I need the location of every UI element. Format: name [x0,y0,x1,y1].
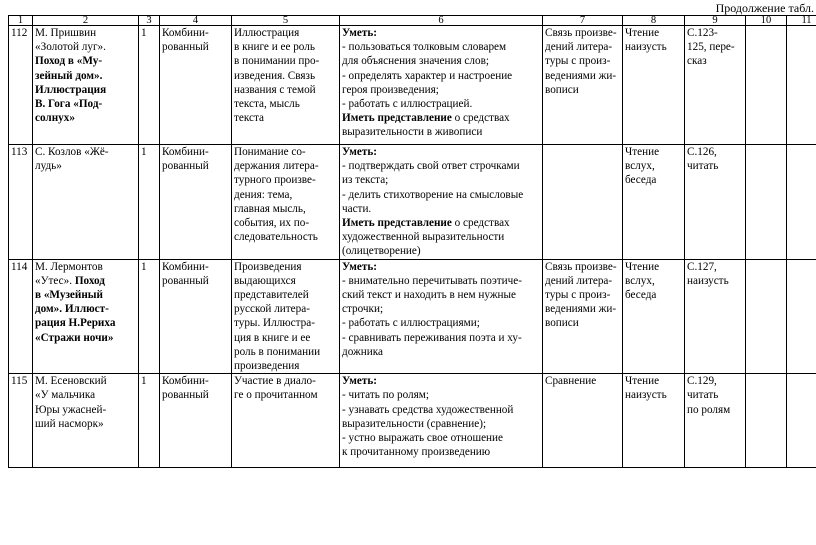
lesson-content-line: следовательность [234,231,318,244]
activity-line: беседа [625,289,657,302]
skills-fragment: для объяснения значения слов; [342,55,489,68]
interdisciplinary-links-cell [543,26,623,145]
homework-line: наизусть [687,274,729,287]
activity-line: наизусть [625,389,667,402]
skills-fragment: художественной выразительности [342,231,505,244]
lesson-topic-fragment: в «Музейный [35,289,103,302]
skills-line [342,260,540,274]
homework-line: С.126, [687,146,717,158]
skills-fragment: - устно выражать свое отношение [342,432,504,445]
links-line: дений литера- [545,41,613,54]
lesson-topic-line [35,97,136,111]
skills-line [342,345,540,359]
skills-line [342,159,540,173]
skills-fragment: - пользоваться толковым словарем [342,41,507,54]
lesson-content-line: турного произве- [234,174,316,187]
lesson-topic-line [35,403,136,417]
homework-line: читать [687,160,719,173]
lesson-content-line: держания литера- [234,160,319,173]
lesson-content-line: текста [234,112,264,125]
lesson-content-line: дения: тема, [234,188,293,201]
lesson-number-cell: 115 [9,374,33,468]
lesson-content-line: выдающихся [234,274,296,287]
lesson-type-cell [160,374,232,468]
lesson-topic-line [35,54,136,68]
column-number-6: 6 [340,16,543,26]
skills-fragment: - работать с иллюстрациями; [342,317,480,330]
skills-cell [340,145,543,260]
skills-line [342,230,540,244]
skills-fragment: Уметь: [342,27,378,39]
lesson-content-line: Участие в диало- [234,375,316,388]
activity-line: вслух, [625,160,655,173]
column-number-10: 10 [746,16,787,26]
lesson-content-line: в книге и ее роль [234,41,315,54]
lesson-content-line: главная мысль, [234,202,306,215]
lesson-topic-fragment: В. Гога «Под- [35,98,103,111]
lesson-content-line: названия с темой [234,83,316,96]
activity-line: Чтение [625,27,660,39]
table-row [9,26,816,145]
column-number-3: 3 [139,16,160,26]
column-number-7: 7 [543,16,623,26]
skills-fragment: - работать с иллюстрацией. [342,98,473,111]
lesson-topic-fragment: Юры ужасней- [35,403,107,416]
column-11-cell [787,145,816,260]
lesson-topic-fragment: М. Есеновский [35,375,107,388]
lesson-content-line: Понимание со- [234,146,306,158]
lesson-content-line: изведения. Связь [234,69,316,82]
skills-fragment: Уметь: [342,260,378,273]
lesson-number-cell: 114 [9,259,33,374]
column-number-5: 5 [232,16,340,26]
links-line: туры с произ- [545,289,611,302]
skills-fragment: - определять характер и настроение [342,69,513,82]
skills-fragment: Уметь: [342,146,378,158]
lesson-content-line: русской литера- [234,303,310,316]
skills-line [342,244,540,258]
homework-line: С.127, [687,260,717,273]
skills-line [342,54,540,68]
column-11-cell [787,259,816,374]
activity-line: Чтение [625,146,660,158]
skills-line [342,125,540,139]
skills-fragment: Уметь: [342,375,378,388]
lesson-topic-line [35,274,136,288]
homework-cell [685,145,746,260]
skills-fragment: - делить стихотворение на смысловые [342,188,524,201]
hours-cell: 1 [139,26,160,145]
skills-line [342,445,540,459]
lesson-content-line: в понимании про- [234,55,320,68]
skills-line [342,83,540,97]
links-line: ведениями жи- [545,69,617,82]
lesson-topic-line [35,159,136,173]
interdisciplinary-links-cell [543,145,623,260]
skills-line [342,417,540,431]
lesson-topic-line [35,83,136,97]
skills-fragment: - сравнивать переживания поэта и ху- [342,331,522,344]
table-body [9,16,816,468]
skills-line [342,288,540,302]
lesson-content-line: Произведения [234,260,302,273]
skills-fragment: строчки; [342,303,384,316]
lesson-topic-fragment: М. Пришвин [35,27,97,39]
homework-line: 125, пере- [687,41,735,54]
table-row [9,259,816,374]
links-line: вописи [545,317,579,330]
homework-cell [685,374,746,468]
lesson-content-line: ция в книге и ее [234,331,311,344]
links-line: ведениями жи- [545,303,617,316]
lesson-topic-fragment: Поход [74,274,105,287]
links-line: Связь произве- [545,260,617,273]
lesson-topic-line [35,374,136,388]
skills-line [342,302,540,316]
skills-line [342,431,540,445]
skills-line [342,145,540,159]
skills-line [342,188,540,202]
activity-line: вслух, [625,274,655,287]
skills-fragment: - узнавать средства художественной [342,403,514,416]
skills-line [342,374,540,388]
links-line: Сравнение [545,375,597,388]
lesson-topic-fragment: дом». Иллюст- [35,303,109,316]
lesson-plan-table [8,15,816,468]
activity-line: Чтение [625,375,660,388]
homework-cell [685,259,746,374]
skills-fragment: выразительности (сравнение); [342,417,487,430]
skills-fragment: ский текст и находить в нем нужные [342,289,517,302]
skills-line [342,97,540,111]
lesson-topic-fragment: Поход в «Му- [35,55,103,68]
homework-line: читать [687,389,719,402]
lesson-content-cell [232,145,340,260]
skills-line [342,403,540,417]
lesson-topic-fragment: ший насморк» [35,417,104,430]
skills-fragment: героя произведения; [342,83,439,96]
activity-line: наизусть [625,41,667,54]
skills-fragment: о средствах [451,217,510,230]
skills-fragment: выразительности в живописи [342,126,483,139]
lesson-topic-line [35,288,136,302]
lesson-number-cell: 112 [9,26,33,145]
column-10-cell [746,26,787,145]
skills-line [342,388,540,402]
lesson-topic-cell [33,26,139,145]
skills-line [342,216,540,230]
lesson-type-line: рованный [162,389,209,402]
lesson-topic-line [35,417,136,431]
lesson-topic-line [35,145,136,159]
lesson-type-line: Комбини- [162,375,209,388]
hours-cell: 1 [139,145,160,260]
lesson-content-line: роль в понимании [234,345,321,358]
links-line: дений литера- [545,274,613,287]
activity-line: беседа [625,174,657,187]
lesson-topic-line [35,316,136,330]
lesson-topic-fragment: солнух» [35,112,75,125]
column-10-cell [746,259,787,374]
column-11-cell [787,374,816,468]
skills-line [342,69,540,83]
skills-fragment: дожника [342,345,383,358]
lesson-topic-fragment: «Золотой луг». [35,41,106,54]
skills-fragment: о средствах [451,112,510,125]
lesson-content-line: события, их по- [234,217,310,230]
lesson-type-cell [160,145,232,260]
lesson-topic-fragment: «У мальчика [35,389,96,402]
lesson-topic-fragment: «Утес». [35,274,75,287]
lesson-topic-cell [33,259,139,374]
skills-fragment: Иметь представление [342,217,452,230]
homework-line: С.123- [687,27,718,39]
homework-line: по ролям [687,403,731,416]
lesson-topic-line [35,302,136,316]
lesson-type-line: Комбини- [162,27,209,39]
skills-fragment: - читать по ролям; [342,389,429,402]
lesson-type-cell [160,26,232,145]
lesson-number-cell: 113 [9,145,33,260]
lesson-topic-line [35,26,136,40]
lesson-type-line: рованный [162,274,209,287]
lesson-topic-fragment: рация Н.Рериха [35,317,116,330]
skills-line [342,111,540,125]
table-row [9,145,816,260]
lesson-topic-fragment: М. Лермонтов [35,260,103,273]
homework-line: сказ [687,55,707,68]
links-line: вописи [545,83,579,96]
lesson-topic-line [35,331,136,345]
activity-line: Чтение [625,260,660,273]
lesson-content-line: ге о прочитанном [234,389,318,402]
lesson-topic-line [35,388,136,402]
column-10-cell [746,374,787,468]
lesson-type-line: рованный [162,160,209,173]
column-number-1: 1 [9,16,33,26]
skills-line [342,316,540,330]
interdisciplinary-links-cell [543,374,623,468]
homework-line: С.129, [687,375,717,388]
lesson-topic-fragment: лудь» [35,160,62,173]
skills-cell [340,259,543,374]
skills-fragment: - подтверждать свой ответ строчками [342,160,520,173]
skills-line [342,26,540,40]
table-continuation-caption: Продолжение табл. [715,1,814,15]
homework-cell [685,26,746,145]
skills-fragment: к прочитанному произведению [342,446,491,459]
lesson-content-cell [232,374,340,468]
skills-fragment: из текста; [342,174,389,187]
column-number-9: 9 [685,16,746,26]
lesson-content-line: произведения [234,360,300,373]
activity-cell [623,145,685,260]
column-number-11: 11 [787,16,816,26]
skills-line [342,331,540,345]
lesson-topic-fragment: С. Козлов «Жё- [35,146,109,158]
activity-cell [623,26,685,145]
skills-cell [340,374,543,468]
skills-line [342,274,540,288]
lesson-content-line: Иллюстрация [234,27,300,39]
table-row [9,374,816,468]
lesson-content-line: туры. Иллюстра- [234,317,315,330]
lesson-topic-cell [33,145,139,260]
column-number-2: 2 [33,16,139,26]
column-11-cell [787,26,816,145]
lesson-topic-fragment: зейный дом». [35,69,103,82]
lesson-content-cell [232,26,340,145]
lesson-content-line: текста, мысль [234,98,300,111]
skills-fragment: части. [342,202,372,215]
lesson-content-cell [232,259,340,374]
lesson-topic-line [35,260,136,274]
column-number-8: 8 [623,16,685,26]
hours-cell: 1 [139,374,160,468]
skills-line [342,173,540,187]
column-10-cell [746,145,787,260]
skills-line [342,40,540,54]
skills-fragment: Иметь представление [342,112,452,125]
skills-cell [340,26,543,145]
links-line: Связь произве- [545,27,617,39]
hours-cell: 1 [139,259,160,374]
lesson-topic-line [35,111,136,125]
column-number-4: 4 [160,16,232,26]
links-line: туры с произ- [545,55,611,68]
lesson-type-line: Комбини- [162,146,209,158]
lesson-topic-fragment: «Стражи ночи» [35,331,114,344]
lesson-topic-cell [33,374,139,468]
lesson-topic-fragment: Иллюстрация [35,83,107,96]
lesson-content-line: представителей [234,289,309,302]
lesson-type-cell [160,259,232,374]
activity-cell [623,259,685,374]
lesson-type-line: Комбини- [162,260,209,273]
lesson-topic-line [35,40,136,54]
skills-line [342,202,540,216]
column-number-header-row [9,16,816,26]
lesson-topic-line [35,69,136,83]
interdisciplinary-links-cell [543,259,623,374]
activity-cell [623,374,685,468]
skills-fragment: (олицетворение) [342,245,421,258]
skills-fragment: - внимательно перечитывать поэтиче- [342,274,522,287]
lesson-type-line: рованный [162,41,209,54]
